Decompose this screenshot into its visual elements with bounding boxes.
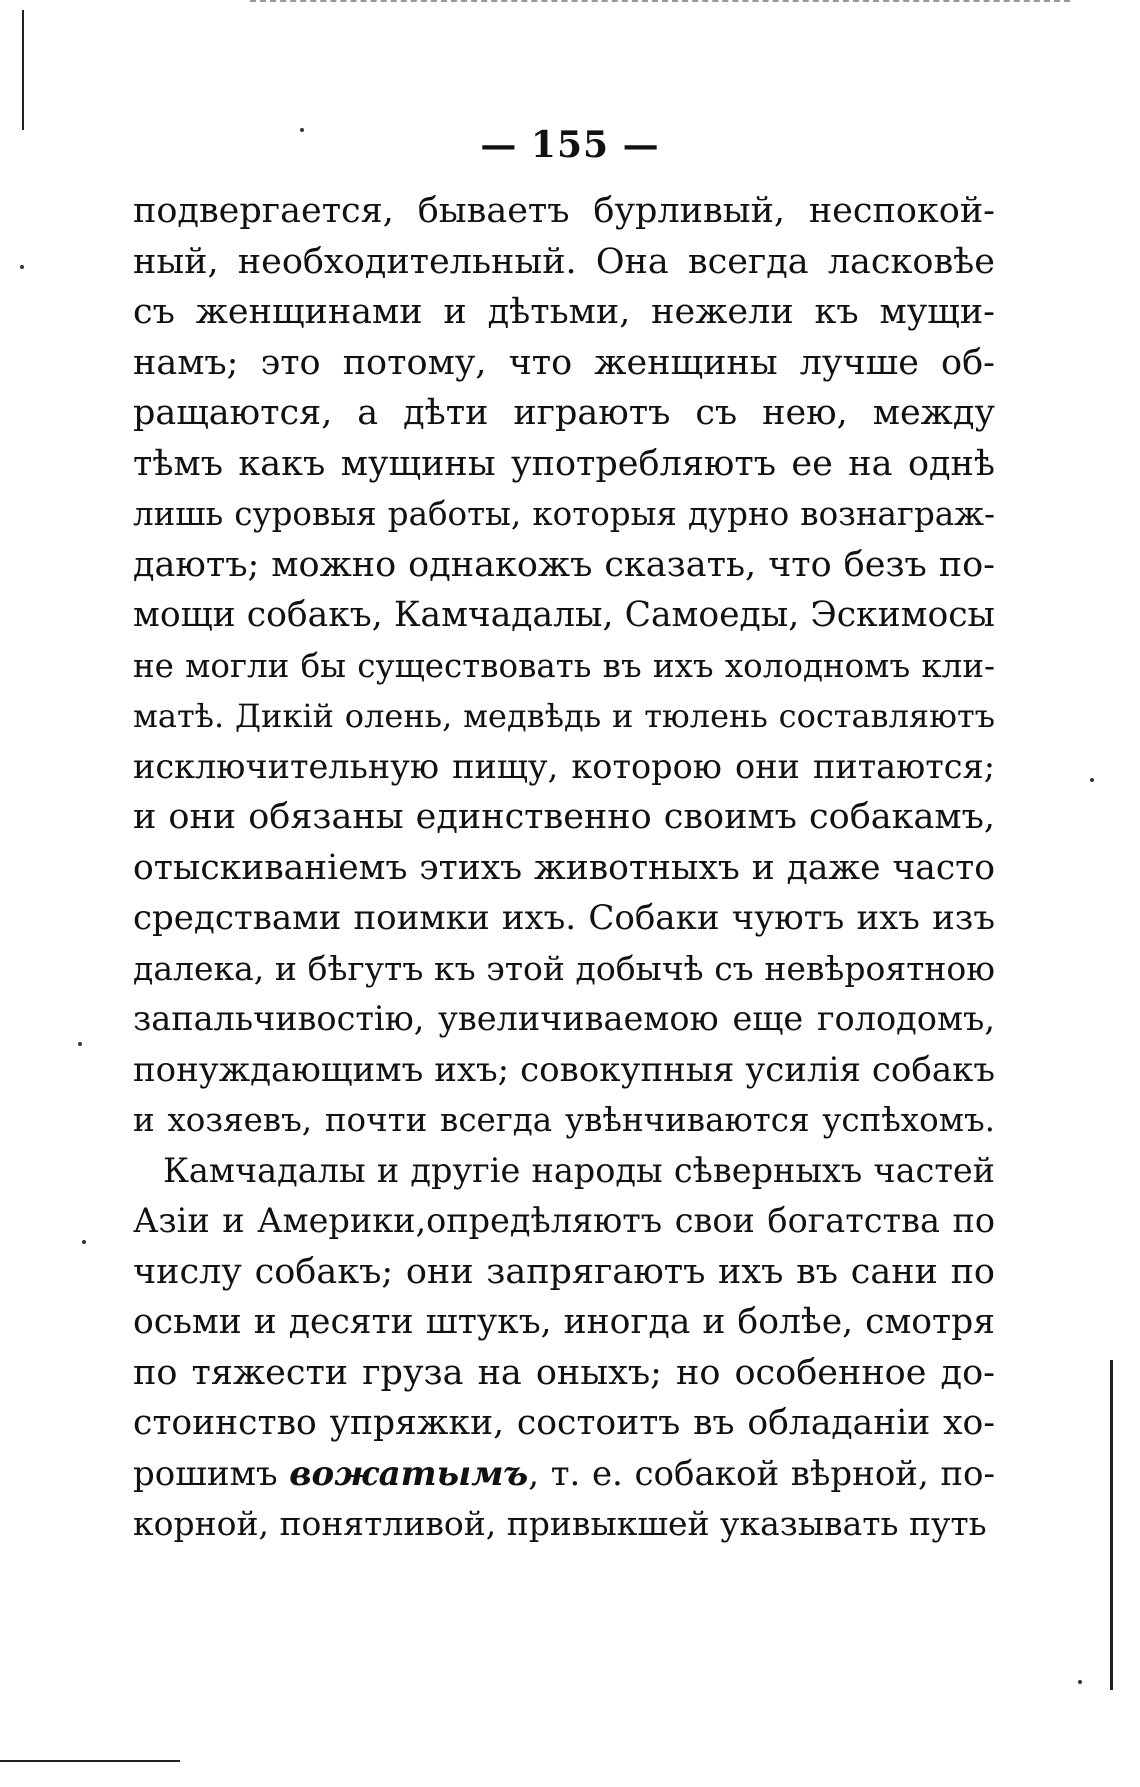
- scan-speck: [1090, 778, 1094, 782]
- text-line: съ женщинами и дѣтьми, нежели къ мущи-: [133, 292, 995, 332]
- text-line: исключительную пищу, которою они питаются;: [133, 746, 995, 786]
- text-line: стоинство упряжки, состоитъ въ обладаніи хо-: [133, 1403, 995, 1443]
- text-segment: рошимъ: [133, 1453, 290, 1494]
- text-segment: , т. е. собакой вѣрной, по-: [528, 1453, 995, 1494]
- paragraph-2: [133, 1146, 995, 1550]
- text-line: и хозяевъ, почти всегда увѣнчиваются успѣхомъ.: [133, 1101, 995, 1139]
- body-text: [133, 186, 995, 1550]
- text-line: даютъ; можно однакожъ сказать, что безъ по-: [133, 544, 995, 585]
- scan-edge-bottom: [0, 1760, 180, 1762]
- text-line: и они обязаны единственно своимъ собакамъ,: [133, 797, 995, 837]
- text-line: намъ; это потому, что женщины лучше об-: [133, 342, 995, 383]
- paragraph-1: [133, 186, 995, 1146]
- italic-term: вожатымъ: [289, 1453, 529, 1494]
- scan-speck: [20, 265, 24, 269]
- text-line: далека, и бѣгутъ къ этой добычѣ съ невѣроятною: [133, 948, 995, 988]
- scan-edge-left: [22, 10, 24, 130]
- text-line: Азіи и Америки,опредѣляютъ свои богатства по: [133, 1201, 995, 1240]
- scan-speck: [1078, 1680, 1082, 1684]
- scan-edge-right: [1110, 1360, 1113, 1690]
- text-line: по тяжести груза на оныхъ; но особенное до-: [133, 1352, 995, 1393]
- page-number: — 155 —: [480, 124, 660, 166]
- scan-speck: [82, 1240, 86, 1244]
- text-line: Камчадалы и другіе народы сѣверныхъ частей: [163, 1150, 995, 1190]
- text-line: мощи собакъ, Камчадалы, Самоеды, Эскимосы: [133, 595, 995, 635]
- text-line: лишь суровыя работы, которыя дурно вознаграж-: [133, 495, 995, 533]
- scan-edge-top: [250, 0, 1070, 5]
- text-line: понуждающимъ ихъ; совокупныя усилія собакъ: [133, 1049, 995, 1090]
- text-line-with-italic: [133, 1449, 995, 1500]
- text-line: корной, понятливой, привыкшей указывать путь: [133, 1504, 987, 1543]
- text-line: отыскиваніемъ этихъ животныхъ и даже часто: [133, 847, 995, 888]
- text-line: числу собакъ; они запрягаютъ ихъ въ сани по: [133, 1251, 995, 1292]
- text-line: тѣмъ какъ мущины употребляютъ ее на однѣ: [133, 443, 995, 484]
- text-line: запальчивостію, увеличиваемою еще голодомъ,: [133, 999, 995, 1038]
- text-line: матѣ. Дикій олень, медвѣдь и тюлень составляютъ: [133, 697, 995, 735]
- scan-speck: [78, 1042, 82, 1046]
- text-line: ращаются, а дѣти играютъ съ нею, между: [133, 393, 995, 433]
- text-line: осьми и десяти штукъ, иногда и болѣе, смотря: [133, 1302, 995, 1342]
- text-line: средствами поимки ихъ. Собаки чуютъ ихъ изъ: [133, 898, 995, 938]
- text-line: подвергается, бываетъ бурливый, неспокой-: [133, 191, 995, 231]
- text-line: ный, необходительный. Она всегда ласковѣе: [133, 241, 995, 282]
- text-line: не могли бы существовать въ ихъ холодномъ кли-: [133, 646, 995, 685]
